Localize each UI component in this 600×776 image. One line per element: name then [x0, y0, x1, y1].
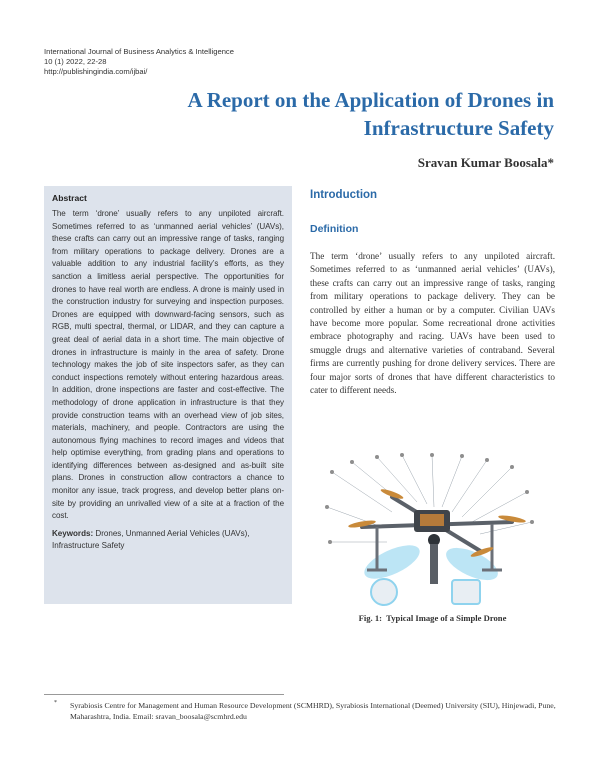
- figure-caption-text: Typical Image of a Simple Drone: [386, 613, 507, 623]
- footnote-text: Syrabiosis Centre for Management and Human Resource Development (SCMHRD), Syrabiosis International (Deemed) University (SIU), Hinjewadi, Pune, Maharashtra, India. Email: sravan_boosala@scmhrd.edu: [70, 701, 556, 721]
- drone-figure: [322, 452, 542, 607]
- abstract-box: [44, 186, 292, 604]
- figure-caption: [310, 613, 555, 623]
- footnote-divider: [44, 694, 284, 695]
- journal-info: [44, 47, 234, 78]
- paper-title: [84, 86, 554, 142]
- detail-inset-left: [371, 579, 397, 605]
- footnote: [44, 700, 556, 722]
- section-heading-introduction: Introduction: [310, 189, 378, 201]
- drone-board: [420, 514, 444, 526]
- figure-label: Fig. 1:: [358, 613, 382, 623]
- abstract-heading: Abstract: [52, 193, 87, 203]
- abstract-text: The term ‘drone’ usually refers to any unpiloted aircraft. Sometimes referred to as ‘unmanned aerial vehicles’ (UAVs), these crafts can carry out an impressive range of tasks, ranging from military operations to package delivery. Drones are a valuable addition to any industrial facility’s efforts, as they sanction a limitless aerial perspective. The opportunities for drones to have real worth are endless. A drone is mainly used in the construction industry for surveying and inspection purposes. Drones are equipped with downward-facing sensors, such as RGB, multi spectral, thermal, or LIDAR, and they can capture a great deal of aerial data in a short time. The main objective of drones in infrastructure is mainly in the area of safety. Drone technology makes the job of site inspectors safer, as they can conduct inspections remotely without entering hazardous areas. In addition, drone inspections are faster and cost-effective. The methodology of drone application in infrastructure is that they provide construction teams with an overhead view of job sites, materials, machinery, and people. Contractors are using the autonomous flying machines to record images and videos that help optimise everything, from grading plans and operations to identifying differences between as-designed and as-built site plans. Drones in construction allow contractors a chance to monitor any issue, track progress, and develop better plans on-site by providing an unrivalled view of a site at a fraction of the cost.: [52, 209, 284, 521]
- detail-inset-right: [452, 580, 480, 604]
- keywords-text: Drones, Unmanned Aerial Vehicles (UAVs), Infrastructure Safety: [52, 528, 250, 551]
- subsection-heading-definition: Definition: [310, 223, 359, 235]
- paper-title-line2: Infrastructure Safety: [363, 116, 554, 140]
- author-name: Sravan Kumar Boosala*: [417, 155, 554, 170]
- introduction-text: The term ‘drone’ usually refers to any unpiloted aircraft. Sometimes referred to as ‘unmanned aerial vehicles’ (UAVs), these crafts can carry out an impressive range of tasks, ranging from military operations to package delivery. They can be controlled by either a human or by a computer. Civilian UAVs have become more popular. Some recreational drone activities embrace photography and racing. UAVs have been used to smuggle drugs and alternative varieties of contraband. Several firms are currently pushing for drone delivery services. There are four major sorts of drones that have different characteristics to cater to different needs.: [310, 251, 555, 396]
- journal-url[interactable]: http://publishingindia.com/ijbai/: [44, 67, 148, 77]
- drone-ladder: [430, 544, 438, 584]
- highlight-beam-left: [360, 538, 425, 585]
- paper-title-line1: A Report on the Application of Drones in: [187, 88, 554, 112]
- keywords-label: Keywords:: [52, 528, 94, 538]
- footnote-mark: *: [54, 700, 57, 706]
- journal-name: International Journal of Business Analytics & Intelligence: [44, 47, 234, 56]
- keywords: [52, 528, 284, 553]
- journal-issue: 10 (1) 2022, 22-28: [44, 57, 107, 67]
